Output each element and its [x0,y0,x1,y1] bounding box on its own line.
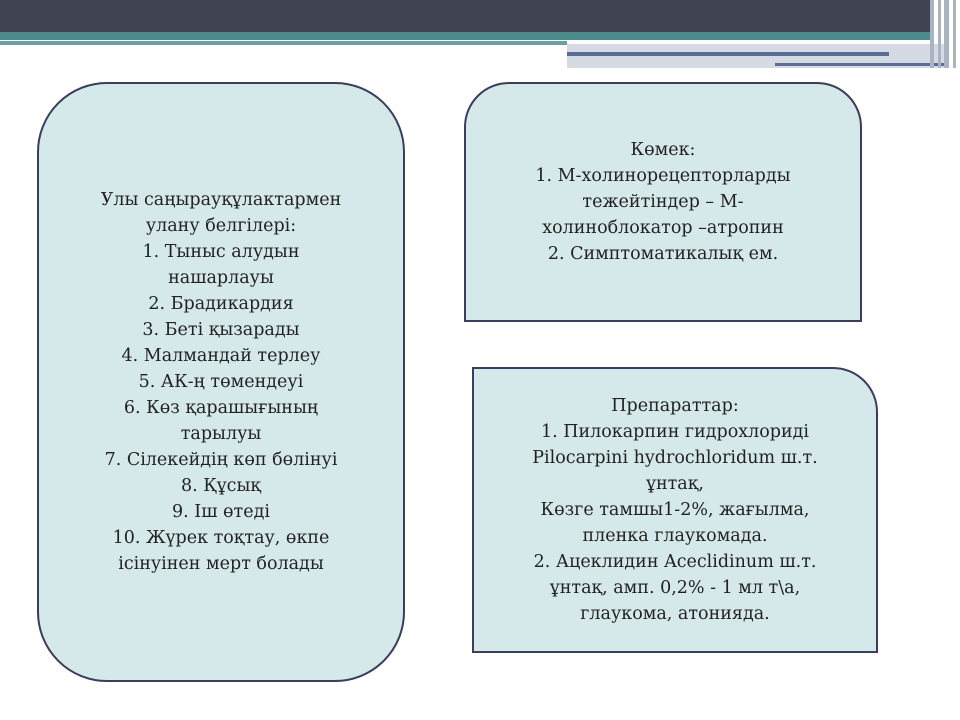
symptoms-text: Улы саңырауқұлактармен улану белгілері: 1. Тыныс алудын нашарлауы 2. Брадикардия 3. Беті қызарады 4. Малмандай терлеу 5. АК-ң төмендеуі 6. Көз қарашығының тарылуы 7. Сілекейдің көп бөлінуі 8. Құсық 9. Іш өтеді 10. Жүрек тоқтау, өкпе ісінуінен мерт болады [100,190,342,574]
help-text: Көмек: 1. М-холинорецепторларды тежейтіндер – М- холиноблокатор –атропин 2. Симптоматикалық ем. [535,140,791,264]
symptoms-box [37,82,405,682]
header-vertical-stripes [930,0,960,68]
header-blue-line-short [775,63,945,66]
header-thin-line [0,41,567,45]
header-teal-bar [0,32,930,40]
header-dark-bar [0,0,930,32]
drugs-text: Препараттар: 1. Пилокарпин гидрохлориді Pilocarpini hydrochloridum ш.т. ұнтақ, Көзге тамшы1-2%, жағылма, пленка глаукомада. 2. Ацеклидин Aceclidinum ш.т. ұнтақ, амп. 0,2% - 1 мл т\а, глаукома, атонияда. [532,396,818,624]
help-box [464,82,862,322]
header-blue-line [567,52,889,56]
drugs-box [472,367,878,653]
